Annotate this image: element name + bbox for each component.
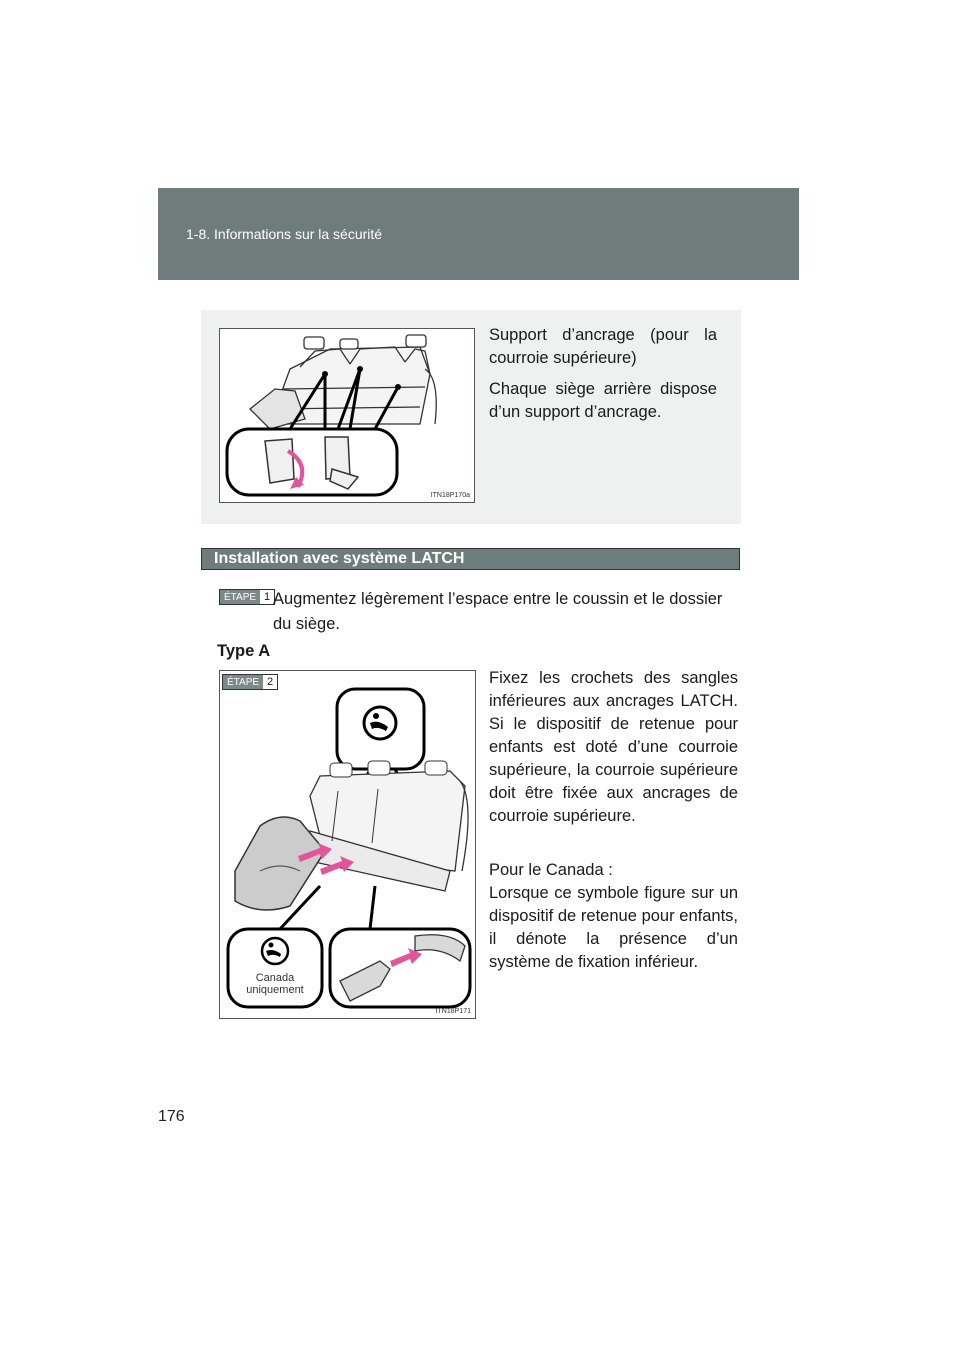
- step-2-badge: [222, 674, 278, 690]
- section-title: Installation avec système LATCH: [214, 550, 465, 567]
- figure-code: ITN18P170a: [430, 492, 470, 499]
- svg-text:uniquement: uniquement: [246, 984, 304, 996]
- section-header: [201, 548, 740, 570]
- step-word: ÉTAPE: [220, 590, 260, 604]
- page-number: 176: [158, 1108, 185, 1125]
- chapter-title: 1-8. Informations sur la sécurité: [186, 226, 383, 242]
- svg-text:Canada: Canada: [255, 972, 295, 984]
- figure-code: ITN18P171: [435, 1008, 471, 1015]
- step-number: 2: [267, 676, 274, 688]
- step-1-badge: [219, 589, 275, 605]
- step-word: ÉTAPE: [223, 675, 263, 689]
- latch-seat-illustration: [220, 671, 475, 1018]
- latch-paragraph: Fixez les crochets des sangles inférieures aux ancrages LATCH. Si le dispositif de retenue pour enfants est doté d’une courroie supérieure, la courroie supérieure doit être fixée aux ancrages de courroie supérieure.: [489, 669, 738, 825]
- type-label: Type A: [217, 642, 271, 660]
- step-number: 1: [264, 591, 271, 603]
- anchor-bracket-figure: [219, 328, 475, 503]
- latch-installation-figure: [219, 670, 476, 1019]
- canada-heading: Pour le Canada :: [489, 861, 613, 879]
- canada-paragraph: Lorsque ce symbole figure sur un dispositif de retenue pour enfants, il dénote la présence d’un système de fixation inférieur.: [489, 884, 738, 971]
- anchor-box-text: Chaque siège arrière dispose d’un support d’ancrage.: [489, 380, 717, 421]
- step-1-text: Augmentez légèrement l’espace entre le coussin et le dossier du siège.: [273, 590, 723, 633]
- anchor-box-title: Support d’ancrage (pour la courroie supérieure): [489, 326, 717, 367]
- chapter-header: [158, 188, 799, 280]
- rear-seat-anchor-illustration: [220, 329, 474, 502]
